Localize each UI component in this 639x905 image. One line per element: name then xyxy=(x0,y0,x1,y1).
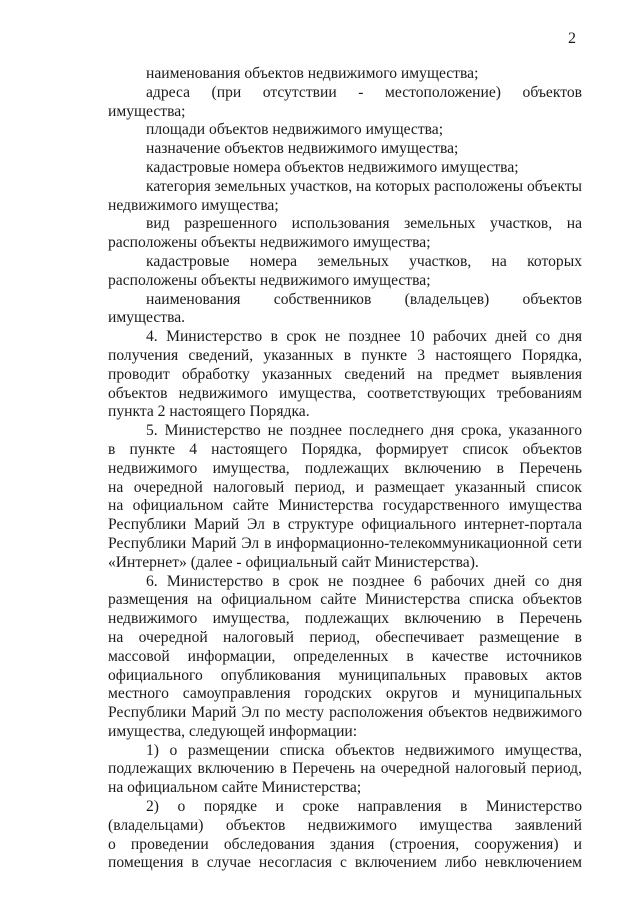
text-line: имущества. xyxy=(108,309,186,327)
text-line: Республики Марий Эл в структуре официального интернет-портала xyxy=(108,516,582,534)
text-line: категория земельных участков, на которых расположены объекты xyxy=(146,177,582,195)
page-number: 2 xyxy=(568,30,576,47)
text-line: недвижимого имущества, подлежащих включению в Перечень xyxy=(108,459,582,477)
text-line: недвижимого имущества; xyxy=(108,196,279,214)
text-line: официального опубликования муниципальных правовых актов xyxy=(108,666,582,684)
text-line: вид разрешенного использования земельных участков, на xyxy=(146,215,582,233)
text-line: массовой информации, определенных в качестве источников xyxy=(108,647,582,665)
text-line: имущества, следующей информации: xyxy=(108,722,358,740)
paragraph xyxy=(108,328,582,422)
text-line: на очередной налоговый период, и размещает указанный список xyxy=(108,478,582,496)
text-line: «Интернет» (далее - официальный сайт Министерства). xyxy=(108,553,479,571)
text-line: имущества; xyxy=(108,102,186,120)
text-line: получения сведений, указанных в пункте 3 настоящего Порядка, xyxy=(108,346,582,364)
text-line: 5. Министерство не позднее последнего дня срока, указанного xyxy=(146,422,582,440)
text-line: 1) о размещении списка объектов недвижимого имущества, xyxy=(146,741,582,759)
text-line: (владельцами) объектов недвижимого имущества заявлений xyxy=(108,816,582,834)
paragraph xyxy=(108,291,582,329)
text-line: проводит обработку указанных сведений на предмет выявления xyxy=(108,365,582,383)
paragraph xyxy=(108,121,582,140)
text-line: объектов недвижимого имущества, соответствующих требованиям xyxy=(108,384,582,402)
text-line: подлежащих включению в Перечень на очередной налоговый период, xyxy=(108,760,582,778)
text-line: адреса (при отсутствии - местоположение) объектов xyxy=(146,83,582,101)
text-line: назначение объектов недвижимого имущества; xyxy=(146,140,459,158)
text-line: о проведении обследования здания (строения, сооружения) и xyxy=(108,835,582,853)
text-line: размещения на официальном сайте Министерства списка объектов xyxy=(108,591,582,609)
paragraph xyxy=(108,742,582,798)
text-line: кадастровые номера земельных участков, на которых xyxy=(146,252,582,270)
text-line: 4. Министерство в срок не позднее 10 рабочих дней со дня xyxy=(146,328,582,346)
text-line: пункта 2 настоящего Порядка. xyxy=(108,403,310,421)
text-line: Республики Марий Эл по месту расположения объектов недвижимого xyxy=(108,704,582,722)
paragraph xyxy=(108,178,582,216)
paragraph xyxy=(108,140,582,159)
text-line: расположены объекты недвижимого имущества; xyxy=(108,234,431,252)
text-line: кадастровые номера объектов недвижимого имущества; xyxy=(146,158,519,176)
paragraph xyxy=(108,422,582,572)
text-line: Республики Марий Эл в информационно-телекоммуникационной сети xyxy=(108,534,582,552)
text-line: недвижимого имущества, подлежащих включению в Перечень xyxy=(108,610,582,628)
paragraph xyxy=(108,253,582,291)
text-line: 2) о порядке и сроке направления в Министерство xyxy=(146,798,582,816)
text-line: на очередной налоговый период, обеспечивает размещение в xyxy=(108,628,582,646)
paragraph xyxy=(108,798,582,873)
text-line: расположены объекты недвижимого имущества; xyxy=(108,271,431,289)
paragraph xyxy=(108,65,582,84)
paragraph xyxy=(108,215,582,253)
text-line: 6. Министерство в срок не позднее 6 рабочих дней со дня xyxy=(146,572,582,590)
text-line: в пункте 4 настоящего Порядка, формирует список объектов xyxy=(108,440,582,458)
text-line: площади объектов недвижимого имущества; xyxy=(146,121,444,139)
document-body xyxy=(108,65,582,873)
text-line: на официальном сайте Министерства государственного имущества xyxy=(108,497,582,515)
text-line: на официальном сайте Министерства; xyxy=(108,779,362,797)
text-line: наименования объектов недвижимого имущества; xyxy=(146,65,479,82)
paragraph xyxy=(108,84,582,122)
text-line: помещения в случае несогласия с включением либо невключением xyxy=(108,854,582,872)
text-line: местного самоуправления городских округов и муниципальных xyxy=(108,685,582,703)
text-line: наименования собственников (владельцев) объектов xyxy=(146,290,582,308)
paragraph xyxy=(108,573,582,742)
paragraph xyxy=(108,159,582,178)
